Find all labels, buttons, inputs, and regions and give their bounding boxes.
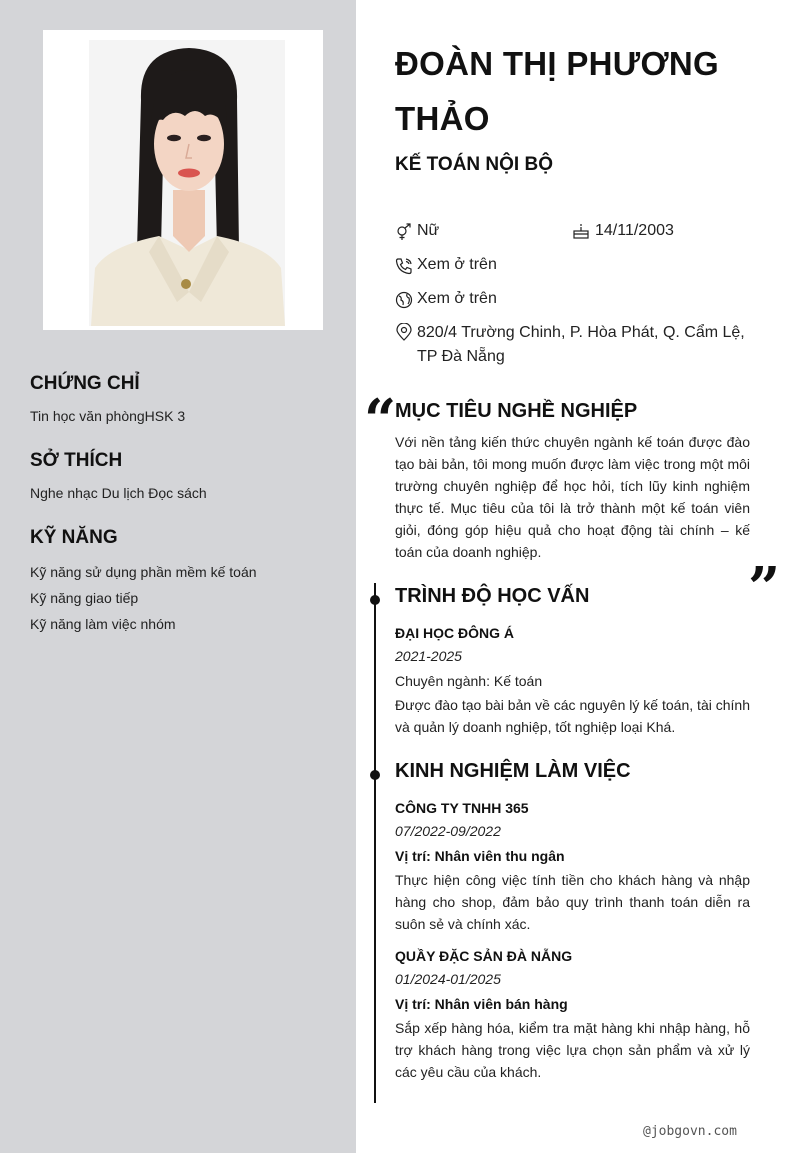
hobbies-text: Nghe nhạc Du lịch Đọc sách: [30, 485, 207, 501]
job-period: 01/2024-01/2025: [395, 971, 501, 987]
open-quote-icon: “: [364, 387, 397, 453]
timeline-line: [374, 583, 376, 1103]
phone-value: Xem ở trên: [417, 256, 497, 273]
timeline-dot: [370, 770, 380, 780]
phone-icon: [395, 257, 413, 275]
cake-icon: [572, 222, 590, 240]
close-quote-icon: ”: [748, 555, 781, 621]
job-company: CÔNG TY TNHH 365: [395, 800, 529, 816]
education-major: Chuyên ngành: Kế toán: [395, 673, 543, 689]
timeline-dot: [370, 595, 380, 605]
skills-title: KỸ NĂNG: [30, 527, 118, 548]
website-value: Xem ở trên: [417, 290, 497, 307]
job-period: 07/2022-09/2022: [395, 823, 501, 839]
sidebar: [0, 0, 356, 1153]
job-description: Thực hiện công việc tính tiền cho khách hàng và nhập hàng cho shop, đảm bảo quy trình thanh toán diễn ra suôn sẻ và chính xác.: [395, 872, 750, 932]
job-title: KẾ TOÁN NỘI BỘ: [395, 154, 553, 175]
hobbies-title: SỞ THÍCH: [30, 450, 123, 471]
candidate-name: ĐOÀN THỊ PHƯƠNG THẢO: [395, 45, 720, 137]
education-description: Được đào tạo bài bản về các nguyên lý kế toán, tài chính và quản lý doanh nghiệp, tốt nghiệp loại Khá.: [395, 697, 750, 735]
education-title: TRÌNH ĐỘ HỌC VẤN: [395, 585, 590, 607]
location-icon: [395, 323, 413, 341]
certificates-title: CHỨNG CHỈ: [30, 373, 140, 394]
address-line-2: TP Đà Nẵng: [417, 348, 505, 365]
skill-item: Kỹ năng sử dụng phần mềm kế toán: [30, 564, 257, 580]
skill-item: Kỹ năng giao tiếp: [30, 590, 139, 606]
gender-value: Nữ: [417, 222, 440, 239]
objective-text: Với nền tảng kiến thức chuyên ngành kế toán được đào tạo bài bản, tôi mong muốn được làm việc trong một môi trường chuyên nghiệp để học hỏi, tích lũy kinh nghiệm thực tế. Mục tiêu của tôi là trở thành một kế toán viên giỏi, đóng góp hiệu quả cho hoạt động tài chính – kế toán của doanh nghiệp.: [395, 434, 750, 560]
job-role: Vị trí: Nhân viên bán hàng: [395, 996, 568, 1012]
skill-item: Kỹ năng làm việc nhóm: [30, 616, 176, 632]
address-line-1: 820/4 Trường Chinh, P. Hòa Phát, Q. Cẩm Lệ,: [417, 324, 745, 341]
job-description: Sắp xếp hàng hóa, kiểm tra mặt hàng khi nhập hàng, hỗ trợ khách hàng trong việc lựa chọn sản phẩm và xử lý các yêu cầu của khách.: [395, 1020, 750, 1080]
watermark: @jobgovn.com: [643, 1124, 737, 1139]
experience-title: KINH NGHIỆM LÀM VIỆC: [395, 760, 631, 782]
certificates-text: Tin học văn phòngHSK 3: [30, 408, 186, 424]
birthday-value: 14/11/2003: [595, 222, 674, 239]
education-school: ĐẠI HỌC ĐÔNG Á: [395, 625, 514, 641]
globe-icon: [395, 291, 413, 309]
job-company: QUẦY ĐẶC SẢN ĐÀ NẴNG: [395, 948, 573, 964]
job-role: Vị trí: Nhân viên thu ngân: [395, 848, 565, 864]
gender-icon: [395, 223, 413, 241]
objective-title: MỤC TIÊU NGHỀ NGHIỆP: [395, 400, 638, 422]
profile-photo-frame: [43, 30, 323, 330]
profile-photo: [89, 40, 285, 326]
education-period: 2021-2025: [395, 648, 462, 664]
